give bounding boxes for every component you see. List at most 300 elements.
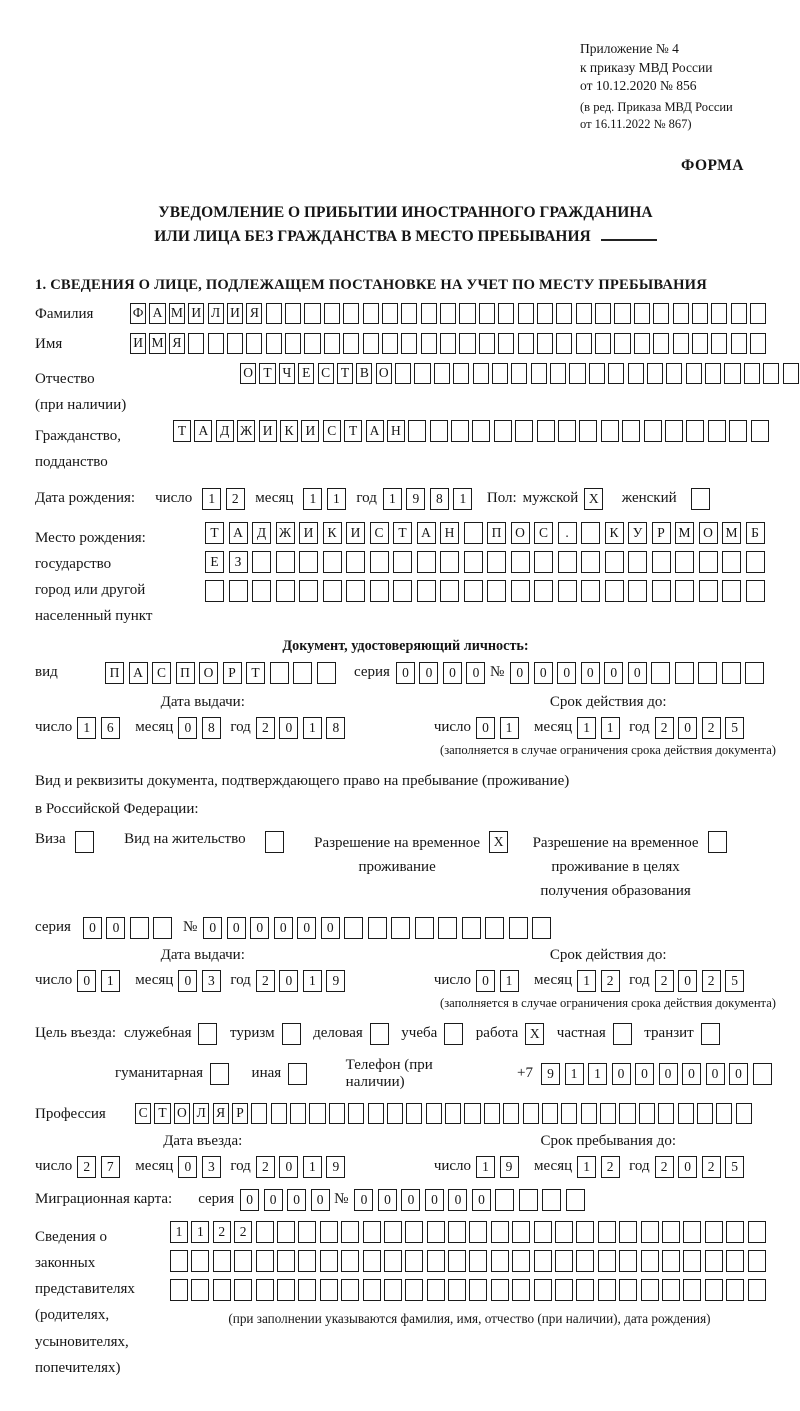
char-box[interactable]	[698, 662, 717, 684]
char-box[interactable]	[731, 303, 747, 324]
temp-permit-edu-checkbox[interactable]	[708, 831, 732, 853]
char-box[interactable]	[491, 1221, 509, 1243]
char-box[interactable]	[722, 662, 741, 684]
char-box[interactable]: Д	[216, 420, 234, 442]
char-box[interactable]	[750, 303, 766, 324]
char-box[interactable]	[252, 580, 271, 602]
char-box[interactable]	[391, 917, 410, 939]
char-box[interactable]	[348, 1103, 364, 1124]
char-box[interactable]: Р	[652, 522, 671, 544]
char-box[interactable]: О	[240, 363, 256, 384]
char-box[interactable]: Т	[246, 662, 265, 684]
char-box[interactable]: 0	[227, 917, 246, 939]
char-box[interactable]: О	[174, 1103, 190, 1124]
char-box[interactable]: 1	[170, 1221, 188, 1243]
char-box[interactable]	[227, 333, 243, 354]
char-box[interactable]	[266, 333, 282, 354]
char-box[interactable]	[299, 580, 318, 602]
char-box[interactable]	[534, 1221, 552, 1243]
char-box[interactable]: 2	[655, 970, 674, 992]
migration-number-boxes[interactable]	[354, 1189, 589, 1211]
char-box[interactable]	[724, 363, 740, 384]
char-box[interactable]	[491, 1250, 509, 1272]
char-box[interactable]: О	[699, 522, 718, 544]
char-box[interactable]	[651, 662, 670, 684]
char-box[interactable]	[473, 363, 489, 384]
purpose-other-option[interactable]	[252, 1063, 312, 1085]
char-box[interactable]	[748, 1250, 766, 1272]
char-box[interactable]: 1	[191, 1221, 209, 1243]
char-box[interactable]: 0	[729, 1063, 748, 1085]
char-box[interactable]: А	[129, 662, 148, 684]
char-box[interactable]	[683, 1250, 701, 1272]
char-box[interactable]	[619, 1279, 637, 1301]
permit-issue-day-boxes[interactable]	[77, 970, 124, 992]
char-box[interactable]	[491, 1279, 509, 1301]
surname-boxes[interactable]	[130, 303, 769, 324]
char-box[interactable]	[753, 1063, 772, 1085]
char-box[interactable]: И	[188, 303, 204, 324]
profession-boxes[interactable]	[135, 1103, 755, 1124]
entry-year-boxes[interactable]	[256, 1156, 350, 1178]
char-box[interactable]: И	[346, 522, 365, 544]
char-box[interactable]	[576, 333, 592, 354]
char-box[interactable]	[576, 303, 592, 324]
char-box[interactable]: 1	[77, 717, 96, 739]
char-box[interactable]: 0	[396, 662, 415, 684]
char-box[interactable]: 0	[659, 1063, 678, 1085]
char-box[interactable]	[716, 1103, 732, 1124]
entry-month-boxes[interactable]	[178, 1156, 225, 1178]
purpose-transit-checkbox[interactable]	[701, 1023, 725, 1045]
char-box[interactable]	[469, 1250, 487, 1272]
char-box[interactable]	[382, 333, 398, 354]
char-box[interactable]: Т	[205, 522, 224, 544]
char-box[interactable]	[298, 1279, 316, 1301]
char-box[interactable]: 0	[321, 917, 340, 939]
char-box[interactable]: 2	[702, 970, 721, 992]
char-box[interactable]	[750, 333, 766, 354]
char-box[interactable]	[665, 420, 683, 442]
char-box[interactable]	[705, 363, 721, 384]
char-box[interactable]: Т	[337, 363, 353, 384]
char-box[interactable]: 0	[279, 1156, 298, 1178]
char-box[interactable]: 2	[601, 1156, 620, 1178]
char-box[interactable]	[464, 1103, 480, 1124]
permit-valid-year-boxes[interactable]	[655, 970, 749, 992]
char-box[interactable]	[288, 1063, 307, 1085]
char-box[interactable]	[153, 917, 172, 939]
temp-permit-option[interactable]	[314, 831, 512, 879]
birthplace-boxes-row3[interactable]	[205, 580, 769, 602]
char-box[interactable]: 0	[77, 970, 96, 992]
char-box[interactable]	[598, 1221, 616, 1243]
char-box[interactable]	[266, 303, 282, 324]
citizenship-boxes[interactable]	[173, 420, 772, 442]
doc-valid-month-boxes[interactable]	[577, 717, 624, 739]
char-box[interactable]	[246, 333, 262, 354]
char-box[interactable]: 0	[279, 970, 298, 992]
char-box[interactable]	[343, 333, 359, 354]
char-box[interactable]: 9	[500, 1156, 519, 1178]
char-box[interactable]	[576, 1279, 594, 1301]
char-box[interactable]: 8	[430, 488, 449, 510]
char-box[interactable]: Н	[440, 522, 459, 544]
char-box[interactable]	[613, 1023, 632, 1045]
char-box[interactable]: 1	[303, 1156, 322, 1178]
char-box[interactable]	[675, 551, 694, 573]
char-box[interactable]	[320, 1279, 338, 1301]
char-box[interactable]: Е	[205, 551, 224, 573]
char-box[interactable]	[298, 1221, 316, 1243]
char-box[interactable]	[459, 303, 475, 324]
char-box[interactable]: 1	[601, 717, 620, 739]
char-box[interactable]	[210, 1063, 229, 1085]
char-box[interactable]	[619, 1103, 635, 1124]
char-box[interactable]	[542, 1189, 561, 1211]
char-box[interactable]	[662, 1279, 680, 1301]
char-box[interactable]	[512, 1250, 530, 1272]
char-box[interactable]	[440, 580, 459, 602]
permit-series-boxes[interactable]	[83, 917, 177, 939]
char-box[interactable]: 1	[303, 717, 322, 739]
char-box[interactable]	[346, 580, 365, 602]
char-box[interactable]	[532, 917, 551, 939]
char-box[interactable]: .	[558, 522, 577, 544]
representatives-boxes-row2[interactable]	[170, 1250, 769, 1272]
char-box[interactable]	[511, 551, 530, 573]
char-box[interactable]	[686, 420, 704, 442]
char-box[interactable]	[393, 551, 412, 573]
char-box[interactable]: Е	[298, 363, 314, 384]
char-box[interactable]	[293, 662, 312, 684]
char-box[interactable]: Т	[344, 420, 362, 442]
char-box[interactable]: 5	[725, 717, 744, 739]
char-box[interactable]: 1	[588, 1063, 607, 1085]
char-box[interactable]	[329, 1103, 345, 1124]
char-box[interactable]	[438, 917, 457, 939]
char-box[interactable]	[763, 363, 779, 384]
char-box[interactable]	[691, 488, 710, 510]
char-box[interactable]	[511, 363, 527, 384]
char-box[interactable]: 0	[279, 717, 298, 739]
char-box[interactable]: 1	[577, 717, 596, 739]
char-box[interactable]	[487, 551, 506, 573]
purpose-official-checkbox[interactable]	[198, 1023, 222, 1045]
char-box[interactable]: М	[169, 303, 185, 324]
char-box[interactable]	[619, 1221, 637, 1243]
char-box[interactable]	[427, 1279, 445, 1301]
char-box[interactable]	[692, 303, 708, 324]
permit-issue-year-boxes[interactable]	[256, 970, 350, 992]
char-box[interactable]	[675, 580, 694, 602]
name-boxes[interactable]	[130, 333, 769, 354]
char-box[interactable]: Л	[208, 303, 224, 324]
char-box[interactable]	[188, 333, 204, 354]
char-box[interactable]	[628, 580, 647, 602]
char-box[interactable]: 1	[327, 488, 346, 510]
char-box[interactable]	[644, 420, 662, 442]
doc-valid-day-boxes[interactable]	[476, 717, 523, 739]
char-box[interactable]: 1	[202, 488, 221, 510]
char-box[interactable]: 0	[678, 1156, 697, 1178]
char-box[interactable]: Ч	[279, 363, 295, 384]
char-box[interactable]	[401, 333, 417, 354]
char-box[interactable]	[556, 303, 572, 324]
permit-valid-day-boxes[interactable]	[476, 970, 523, 992]
char-box[interactable]	[384, 1250, 402, 1272]
temp-permit-checkbox[interactable]	[489, 831, 513, 853]
char-box[interactable]	[697, 1103, 713, 1124]
char-box[interactable]	[363, 333, 379, 354]
sex-male-checkbox[interactable]	[584, 488, 608, 510]
char-box[interactable]	[722, 580, 741, 602]
char-box[interactable]	[614, 303, 630, 324]
char-box[interactable]	[469, 1221, 487, 1243]
char-box[interactable]	[198, 1023, 217, 1045]
char-box[interactable]	[323, 551, 342, 573]
char-box[interactable]: 1	[101, 970, 120, 992]
char-box[interactable]	[320, 1221, 338, 1243]
char-box[interactable]	[783, 363, 799, 384]
char-box[interactable]: С	[152, 662, 171, 684]
char-box[interactable]	[421, 303, 437, 324]
purpose-business-option[interactable]	[313, 1023, 393, 1045]
char-box[interactable]	[277, 1221, 295, 1243]
char-box[interactable]	[406, 1103, 422, 1124]
char-box[interactable]	[748, 1221, 766, 1243]
char-box[interactable]: 2	[234, 1221, 252, 1243]
char-box[interactable]	[628, 551, 647, 573]
char-box[interactable]	[641, 1250, 659, 1272]
char-box[interactable]	[75, 831, 94, 853]
char-box[interactable]	[384, 1221, 402, 1243]
migration-series-boxes[interactable]	[240, 1189, 334, 1211]
char-box[interactable]	[598, 1250, 616, 1272]
purpose-private-option[interactable]	[557, 1023, 637, 1045]
char-box[interactable]	[647, 363, 663, 384]
purpose-business-checkbox[interactable]	[370, 1023, 394, 1045]
char-box[interactable]: Т	[154, 1103, 170, 1124]
doc-issue-year-boxes[interactable]	[256, 717, 350, 739]
char-box[interactable]	[555, 1279, 573, 1301]
char-box[interactable]	[595, 333, 611, 354]
char-box[interactable]	[170, 1279, 188, 1301]
char-box[interactable]: 8	[202, 717, 221, 739]
char-box[interactable]	[746, 551, 765, 573]
char-box[interactable]	[731, 333, 747, 354]
purpose-study-checkbox[interactable]	[444, 1023, 468, 1045]
char-box[interactable]	[430, 420, 448, 442]
char-box[interactable]	[213, 1250, 231, 1272]
doc-series-boxes[interactable]	[396, 662, 490, 684]
char-box[interactable]	[589, 363, 605, 384]
permit-issue-month-boxes[interactable]	[178, 970, 225, 992]
char-box[interactable]	[415, 917, 434, 939]
char-box[interactable]: 0	[274, 917, 293, 939]
char-box[interactable]	[234, 1250, 252, 1272]
char-box[interactable]: 0	[557, 662, 576, 684]
char-box[interactable]	[566, 1189, 585, 1211]
char-box[interactable]	[472, 420, 490, 442]
char-box[interactable]	[701, 1023, 720, 1045]
char-box[interactable]: 0	[581, 662, 600, 684]
char-box[interactable]	[705, 1221, 723, 1243]
entry-day-boxes[interactable]	[77, 1156, 124, 1178]
char-box[interactable]	[341, 1221, 359, 1243]
char-box[interactable]: 9	[326, 970, 345, 992]
char-box[interactable]	[276, 551, 295, 573]
char-box[interactable]	[256, 1221, 274, 1243]
residence-permit-option[interactable]	[124, 831, 288, 853]
char-box[interactable]	[581, 1103, 597, 1124]
char-box[interactable]: 0	[297, 917, 316, 939]
char-box[interactable]	[745, 662, 764, 684]
char-box[interactable]: 0	[534, 662, 553, 684]
doc-number-boxes[interactable]	[510, 662, 769, 684]
char-box[interactable]: 2	[256, 970, 275, 992]
char-box[interactable]	[464, 522, 483, 544]
char-box[interactable]	[448, 1279, 466, 1301]
char-box[interactable]: 0	[706, 1063, 725, 1085]
char-box[interactable]	[673, 333, 689, 354]
representatives-boxes-row3[interactable]	[170, 1279, 769, 1301]
char-box[interactable]	[634, 303, 650, 324]
char-box[interactable]	[417, 580, 436, 602]
char-box[interactable]: 0	[178, 717, 197, 739]
char-box[interactable]	[729, 420, 747, 442]
doc-valid-year-boxes[interactable]	[655, 717, 749, 739]
char-box[interactable]	[277, 1250, 295, 1272]
char-box[interactable]	[252, 551, 271, 573]
char-box[interactable]	[537, 420, 555, 442]
char-box[interactable]: А	[366, 420, 384, 442]
purpose-transit-option[interactable]	[644, 1023, 724, 1045]
char-box[interactable]	[581, 551, 600, 573]
char-box[interactable]	[675, 662, 694, 684]
doc-issue-month-boxes[interactable]	[178, 717, 225, 739]
char-box[interactable]	[683, 1221, 701, 1243]
char-box[interactable]	[368, 917, 387, 939]
char-box[interactable]	[683, 1279, 701, 1301]
char-box[interactable]	[534, 1279, 552, 1301]
char-box[interactable]	[363, 1221, 381, 1243]
char-box[interactable]	[451, 420, 469, 442]
char-box[interactable]: 9	[406, 488, 425, 510]
char-box[interactable]: Н	[387, 420, 405, 442]
char-box[interactable]	[576, 1221, 594, 1243]
char-box[interactable]: 1	[500, 970, 519, 992]
char-box[interactable]: М	[675, 522, 694, 544]
char-box[interactable]	[213, 1279, 231, 1301]
char-box[interactable]	[444, 1023, 463, 1045]
char-box[interactable]	[705, 1279, 723, 1301]
char-box[interactable]: З	[229, 551, 248, 573]
char-box[interactable]	[445, 1103, 461, 1124]
char-box[interactable]	[344, 917, 363, 939]
permit-number-boxes[interactable]	[203, 917, 556, 939]
char-box[interactable]	[678, 1103, 694, 1124]
char-box[interactable]: 0	[635, 1063, 654, 1085]
char-box[interactable]	[405, 1221, 423, 1243]
char-box[interactable]: Т	[393, 522, 412, 544]
char-box[interactable]: И	[301, 420, 319, 442]
char-box[interactable]: К	[280, 420, 298, 442]
char-box[interactable]	[534, 580, 553, 602]
char-box[interactable]	[639, 1103, 655, 1124]
char-box[interactable]	[427, 1250, 445, 1272]
char-box[interactable]: 0	[178, 1156, 197, 1178]
char-box[interactable]	[440, 333, 456, 354]
char-box[interactable]: С	[370, 522, 389, 544]
char-box[interactable]	[363, 1250, 381, 1272]
char-box[interactable]: 0	[401, 1189, 420, 1211]
char-box[interactable]	[746, 580, 765, 602]
char-box[interactable]	[387, 1103, 403, 1124]
char-box[interactable]: К	[605, 522, 624, 544]
char-box[interactable]: К	[323, 522, 342, 544]
char-box[interactable]: 1	[476, 1156, 495, 1178]
char-box[interactable]	[453, 363, 469, 384]
char-box[interactable]	[569, 363, 585, 384]
char-box[interactable]	[558, 580, 577, 602]
visa-checkbox[interactable]	[75, 831, 99, 853]
char-box[interactable]	[317, 662, 336, 684]
char-box[interactable]	[479, 303, 495, 324]
char-box[interactable]	[299, 551, 318, 573]
char-box[interactable]: 2	[256, 717, 275, 739]
char-box[interactable]	[485, 917, 504, 939]
char-box[interactable]: И	[259, 420, 277, 442]
char-box[interactable]: И	[299, 522, 318, 544]
temp-permit-edu-option[interactable]	[533, 831, 731, 903]
purpose-tourism-checkbox[interactable]	[282, 1023, 306, 1045]
char-box[interactable]	[558, 551, 577, 573]
purpose-work-checkbox[interactable]	[525, 1023, 549, 1045]
char-box[interactable]: 2	[601, 970, 620, 992]
char-box[interactable]: 0	[419, 662, 438, 684]
char-box[interactable]	[363, 303, 379, 324]
char-box[interactable]	[440, 551, 459, 573]
char-box[interactable]: 1	[565, 1063, 584, 1085]
char-box[interactable]: Д	[252, 522, 271, 544]
char-box[interactable]	[498, 303, 514, 324]
char-box[interactable]	[370, 551, 389, 573]
purpose-humanitarian-option[interactable]	[115, 1063, 234, 1085]
char-box[interactable]	[282, 1023, 301, 1045]
char-box[interactable]	[519, 1189, 538, 1211]
char-box[interactable]	[581, 580, 600, 602]
char-box[interactable]: 0	[83, 917, 102, 939]
char-box[interactable]: И	[227, 303, 243, 324]
char-box[interactable]: 2	[702, 717, 721, 739]
doc-kind-boxes[interactable]	[105, 662, 340, 684]
char-box[interactable]	[699, 551, 718, 573]
char-box[interactable]	[256, 1250, 274, 1272]
char-box[interactable]	[634, 333, 650, 354]
char-box[interactable]	[323, 580, 342, 602]
stay-year-boxes[interactable]	[655, 1156, 749, 1178]
char-box[interactable]	[343, 303, 359, 324]
char-box[interactable]	[298, 1250, 316, 1272]
char-box[interactable]	[270, 662, 289, 684]
char-box[interactable]	[256, 1279, 274, 1301]
char-box[interactable]	[229, 580, 248, 602]
doc-issue-day-boxes[interactable]	[77, 717, 124, 739]
char-box[interactable]: 0	[510, 662, 529, 684]
char-box[interactable]	[346, 551, 365, 573]
char-box[interactable]: 0	[354, 1189, 373, 1211]
